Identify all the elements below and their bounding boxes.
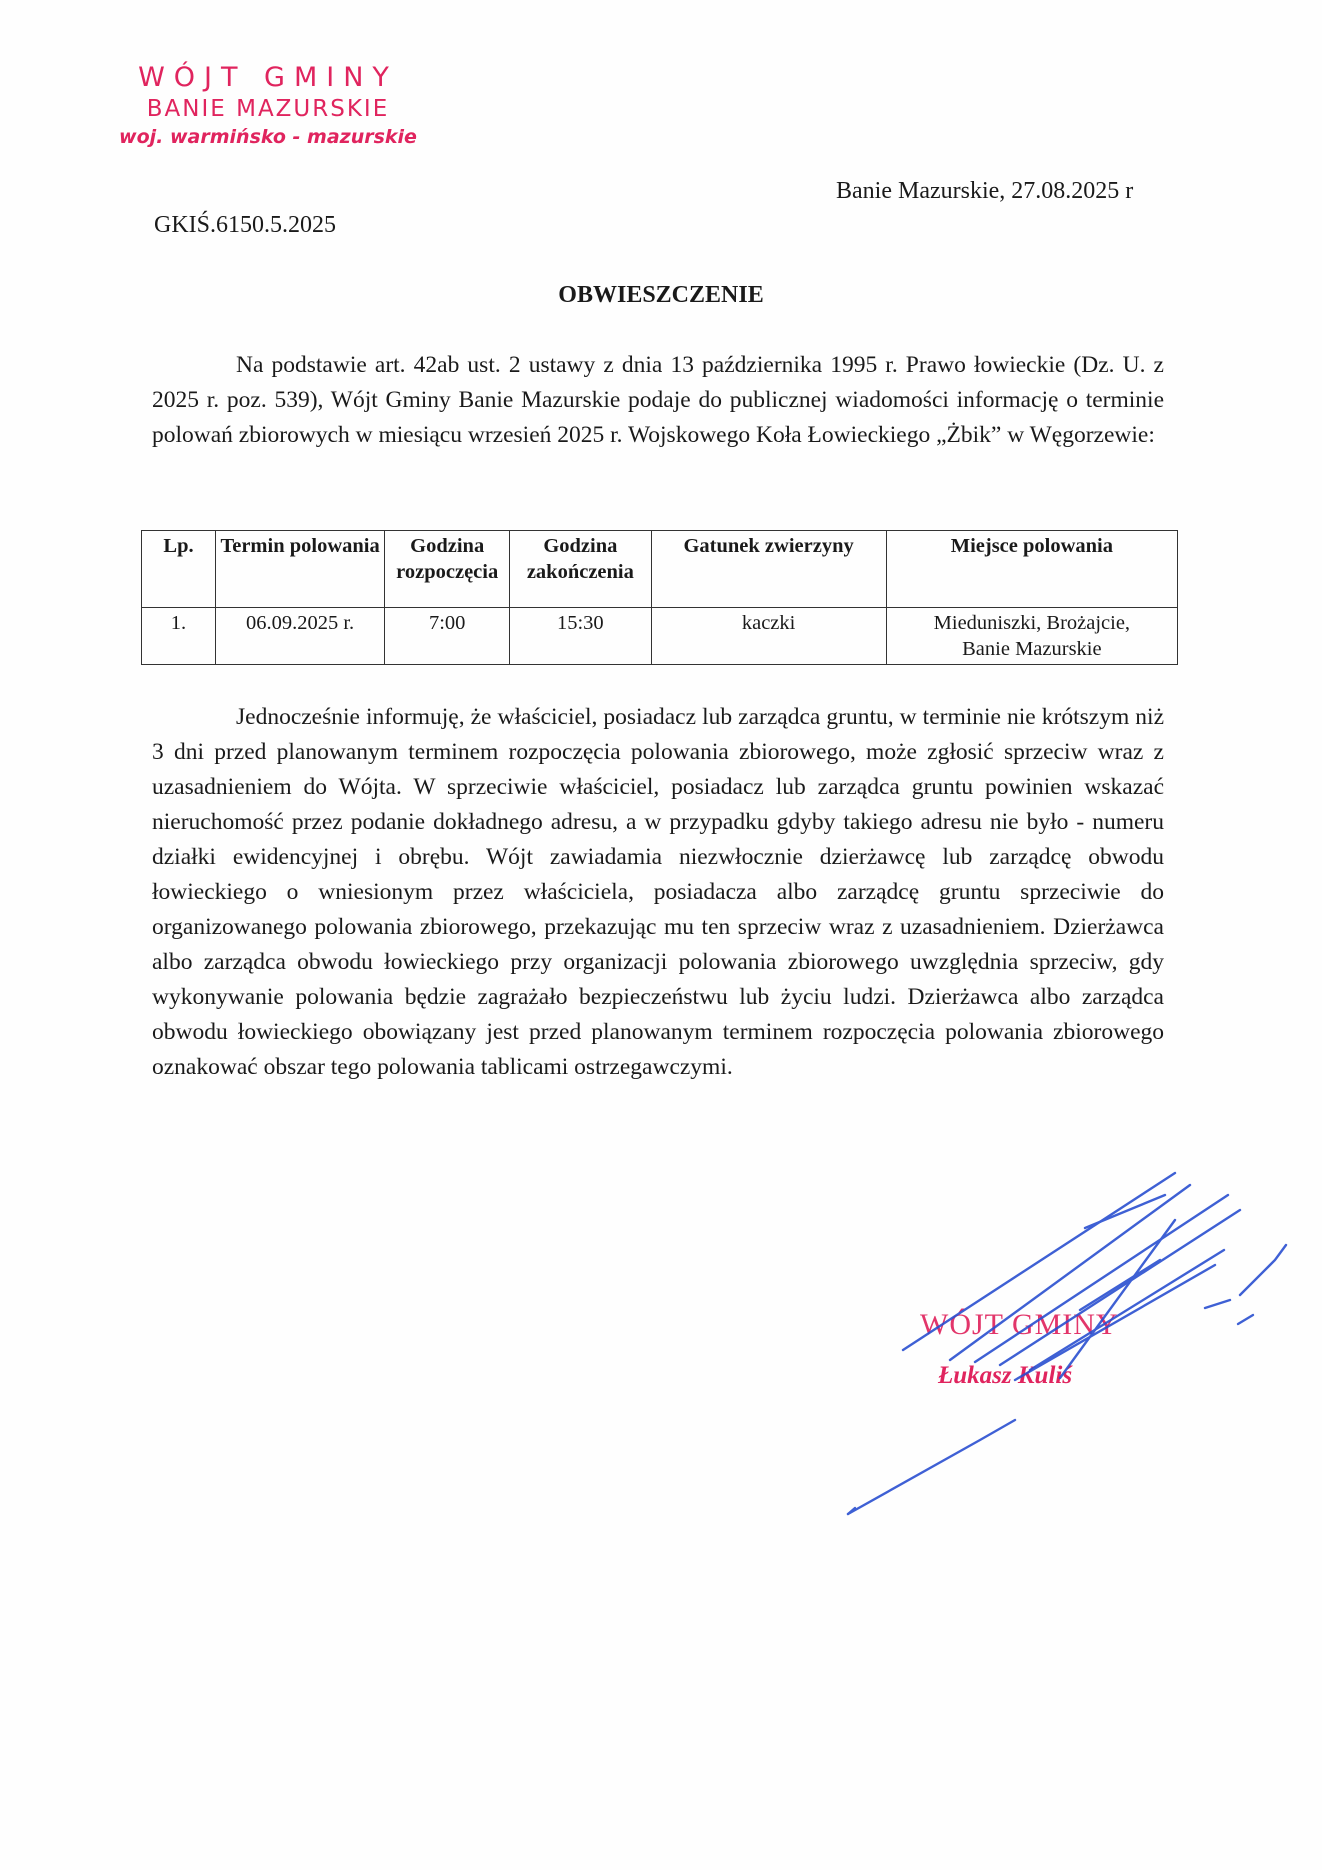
hunt-schedule-table [141, 530, 1178, 665]
stamp-line-office: WÓJT GMINY [138, 62, 398, 93]
column-header-lp: Lp. [142, 531, 216, 608]
municipality-header-stamp [118, 62, 418, 150]
table-row [142, 608, 1178, 665]
handwritten-signature-icon [820, 1150, 1320, 1550]
intro-paragraph [152, 348, 1164, 453]
signature-stamp-name: Łukasz Kuliś [938, 1362, 1073, 1389]
objection-info-paragraph [152, 700, 1164, 1085]
document-title: OBWIESZCZENIE [558, 282, 764, 308]
cell-date: 06.09.2025 r. [215, 608, 384, 665]
cell-end-time: 15:30 [510, 608, 651, 665]
column-header-species: Gatunek zwierzyny [651, 531, 886, 608]
cell-start-time: 7:00 [385, 608, 510, 665]
objection-info-text: Jednocześnie informuję, że właściciel, posiadacz lub zarządca gruntu, w terminie nie krótszym niż 3 dni przed planowanym terminem rozpoczęcia polowania zbiorowego, może zgłosić sprzeciw wraz z uzasadnieniem do Wójta. W sprzeciwie właściciel, posiadacz lub zarządca gruntu powinien wskazać nieruchomość przez podanie dokładnego adresu, a w przypadku gdyby takiego adresu nie było - numeru działki ewidencyjnej i obrębu. Wójt zawiadamia niezwłocznie dzierżawcę lub zarządcę obwodu łowieckiego o wniesionym przez właściciela, posiadacza albo zarządcę gruntu sprzeciwie do organizowanego polowania zbiorowego, przekazując mu ten sprzeciw wraz z uzasadnieniem. Dzierżawca albo zarządca obwodu łowieckiego przy organizacji polowania zbiorowego uwzględnia sprzeciw, gdy wykonywanie polowania będzie zagrażało bezpieczeństwu lub życiu ludzi. Dzierżawca albo zarządca obwodu łowieckiego obowiązany jest przed planowanym terminem rozpoczęcia polowania zbiorowego oznakować obszar tego polowania tablicami ostrzegawczymi. [152, 704, 1164, 1080]
stamp-line-voivodeship: woj. warmińsko - mazurskie [119, 126, 417, 148]
signature-stamp-title: WÓJT GMINY [920, 1308, 1119, 1341]
cell-lp: 1. [142, 608, 216, 665]
column-header-location: Miejsce polowania [886, 531, 1177, 608]
signature-block [820, 1150, 1320, 1550]
cell-species: kaczki [651, 608, 886, 665]
column-header-start-time: Godzina rozpoczęcia [385, 531, 510, 608]
place-and-date: Banie Mazurskie, 27.08.2025 r [836, 178, 1134, 204]
stamp-line-municipality: BANIE MAZURSKIE [146, 96, 390, 122]
column-header-termin: Termin polowania [215, 531, 384, 608]
cell-location: Mieduniszki, Brożajcie, Banie Mazurskie [886, 608, 1177, 665]
column-header-end-time: Godzina zakończenia [510, 531, 651, 608]
reference-number: GKIŚ.6150.5.2025 [154, 212, 337, 238]
intro-paragraph-text: Na podstawie art. 42ab ust. 2 ustawy z dnia 13 października 1995 r. Prawo łowieckie (Dz. U. z 2025 r. poz. 539), Wójt Gminy Banie Mazurskie podaje do publicznej wiadomości informację o terminie polowań zbiorowych w miesiącu wrzesień 2025 r. Wojskowego Koła Łowieckiego „Żbik” w Węgorzewie: [152, 352, 1164, 448]
table-header-row [142, 531, 1178, 608]
